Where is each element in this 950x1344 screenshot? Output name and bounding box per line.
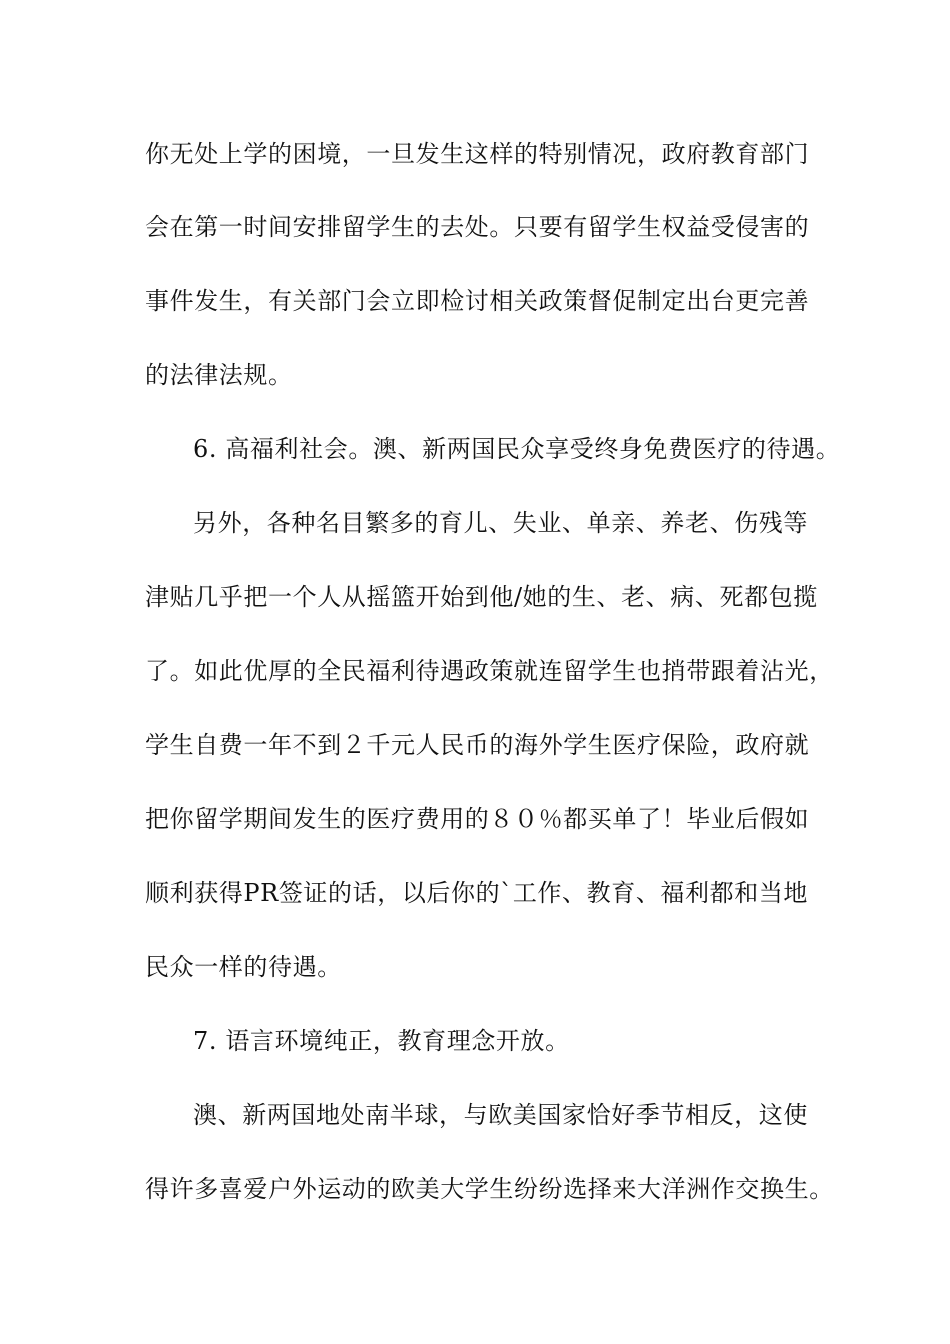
paragraph-line: 了。如此优厚的全民福利待遇政策就连留学生也捎带跟着沾光， <box>145 657 834 685</box>
section-heading-6: 6. 高福利社会。澳、新两国民众享受终身免费医疗的待遇。 <box>193 435 841 463</box>
paragraph-line: 会在第一时间安排留学生的去处。只要有留学生权益受侵害的 <box>145 213 810 241</box>
paragraph-line: 澳、新两国地处南半球，与欧美国家恰好季节相反，这使 <box>193 1101 808 1129</box>
paragraph-line: 得许多喜爱户外运动的欧美大学生纷纷选择来大洋洲作交换生。 <box>145 1175 834 1203</box>
paragraph-line: 事件发生，有关部门会立即检讨相关政策督促制定出台更完善 <box>145 287 810 315</box>
paragraph-line: 顺利获得PR签证的话，以后你的`工作、教育、福利都和当地 <box>145 879 809 907</box>
paragraph-line: 民众一样的待遇。 <box>145 953 342 981</box>
paragraph-line: 学生自费一年不到２千元人民币的海外学生医疗保险，政府就 <box>145 731 810 759</box>
section-heading-7: 7. 语言环境纯正，教育理念开放。 <box>193 1027 570 1055</box>
paragraph-line: 另外，各种名目繁多的育儿、失业、单亲、养老、伤残等 <box>193 509 808 537</box>
paragraph-line: 的法律法规。 <box>145 361 293 389</box>
paragraph-line: 把你留学期间发生的医疗费用的８０％都买单了！毕业后假如 <box>145 805 810 833</box>
paragraph-line: 津贴几乎把一个人从摇篮开始到他/她的生、老、病、死都包揽 <box>145 583 818 611</box>
paragraph-line: 你无处上学的困境，一旦发生这样的特别情况，政府教育部门 <box>145 140 810 168</box>
